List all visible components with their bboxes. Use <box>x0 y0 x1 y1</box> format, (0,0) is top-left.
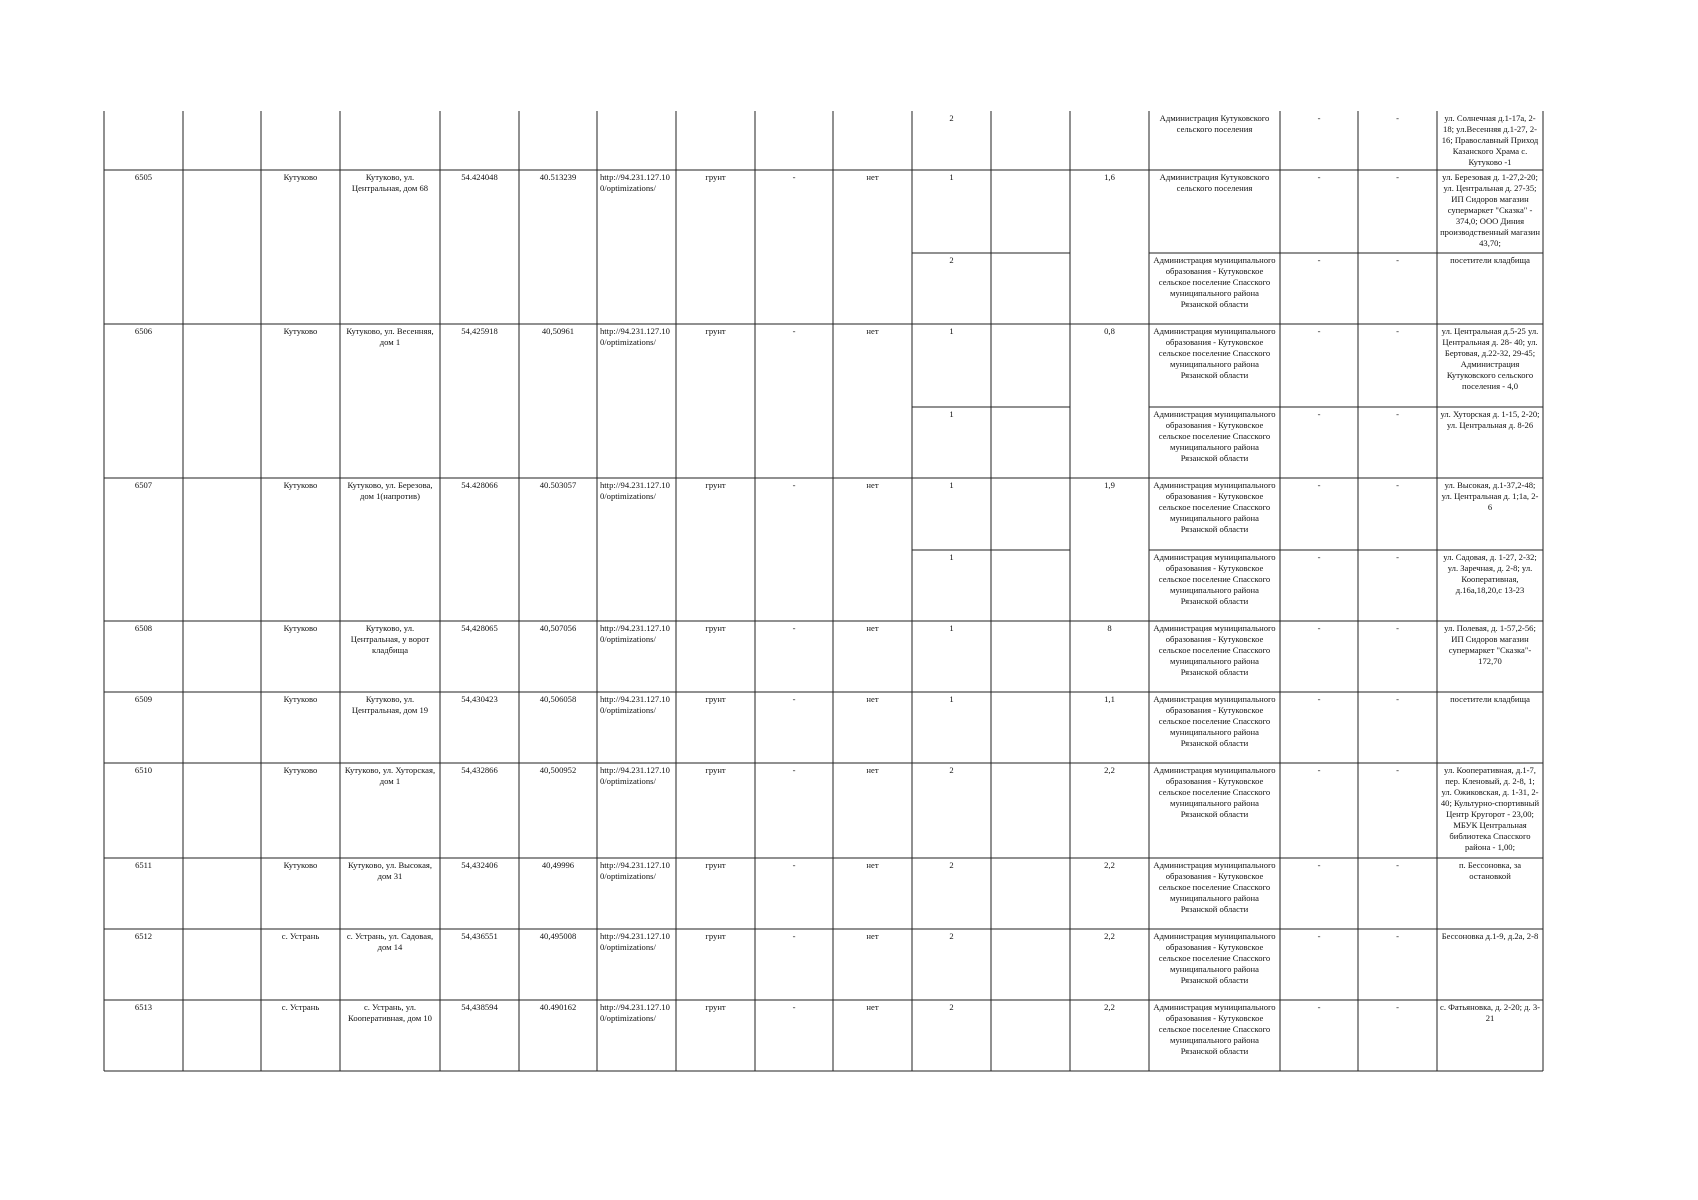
cell-count: 1 <box>949 409 954 419</box>
cell-count: 1 <box>949 480 954 490</box>
cell-col_a: - <box>1317 255 1321 265</box>
cell-shed: нет <box>866 326 879 336</box>
cell-owner: Администрация муниципального образования - Кутуковское сельское поселение Спасского муниципального района Рязанской области <box>1153 623 1276 677</box>
cell-count: 2 <box>949 765 954 775</box>
cell-lat: 54,430423 <box>461 694 498 704</box>
cell-volume: 0,8 <box>1104 326 1115 336</box>
cell-count: 1 <box>949 552 954 562</box>
cell-link: http://94.231.127.100/optimizations/ <box>600 694 670 715</box>
cell-lon: 40.513239 <box>539 172 577 182</box>
cell-sources: ул. Центральная д.5-25 ул. Центральная д. 28- 40; ул. Бертовая, д.22-32, 29-45; Администрация Кутуковского сельского поселения - 4,0 <box>1441 326 1539 391</box>
waste-sites-table <box>104 111 1543 1071</box>
cell-id: 6508 <box>134 623 153 633</box>
cell-address: Кутуково, ул. Березова, дом 1(напротив) <box>347 480 433 501</box>
cell-address: Кутуково, ул. Центральная, у ворот кладбища <box>350 623 430 655</box>
cell-settlement: Кутуково <box>283 860 318 870</box>
cell-volume: 8 <box>1107 623 1112 633</box>
cell-volume: 2,2 <box>1104 860 1115 870</box>
cell-count: 1 <box>949 326 954 336</box>
cell-fence: - <box>792 172 796 182</box>
cell-id: 6505 <box>134 172 153 182</box>
cell-lat: 54,436551 <box>461 931 498 941</box>
cell-col_a: - <box>1317 172 1321 182</box>
cell-settlement: Кутуково <box>283 172 318 182</box>
cell-surface: грунт <box>705 765 726 775</box>
cell-lon: 40.503057 <box>539 480 577 490</box>
cell-surface: грунт <box>705 694 726 704</box>
cell-col_a: - <box>1317 552 1321 562</box>
cell-owner: Администрация Кутуковского сельского поселения <box>1159 113 1270 134</box>
cell-settlement: Кутуково <box>283 765 318 775</box>
cell-shed: нет <box>866 623 879 633</box>
cell-surface: грунт <box>705 172 726 182</box>
cell-link: http://94.231.127.100/optimizations/ <box>600 326 670 347</box>
cell-owner: Администрация муниципального образования - Кутуковское сельское поселение Спасского муниципального района Рязанской области <box>1153 765 1276 819</box>
cell-col_a: - <box>1317 623 1321 633</box>
cell-col_b: - <box>1396 552 1399 562</box>
cell-link: http://94.231.127.100/optimizations/ <box>600 1002 670 1023</box>
cell-shed: нет <box>866 694 879 704</box>
cell-owner: Администрация муниципального образования - Кутуковское сельское поселение Спасского муниципального района Рязанской области <box>1153 1002 1276 1056</box>
cell-col_b: - <box>1396 255 1399 265</box>
cell-lon: 40,507056 <box>539 623 577 633</box>
cell-col_b: - <box>1396 1002 1399 1012</box>
cell-sources: ул. Березовая д. 1-27,2-20; ул. Центральная д. 27-35; ИП Сидоров магазин супермаркет "Сказка" - 374,0; ООО Диния производственный магазин 43,70; <box>1440 172 1540 248</box>
cell-volume: 2,2 <box>1104 1002 1115 1012</box>
cell-col_a: - <box>1317 113 1321 123</box>
cell-surface: грунт <box>705 480 726 490</box>
cell-link: http://94.231.127.100/optimizations/ <box>600 931 670 952</box>
cell-count: 2 <box>949 255 954 265</box>
cell-id: 6513 <box>134 1002 153 1012</box>
cell-col_b: - <box>1396 326 1399 336</box>
cell-lon: 40,506058 <box>539 694 577 704</box>
cell-settlement: Кутуково <box>283 694 318 704</box>
cell-settlement: с. Устрань <box>281 1002 320 1012</box>
cell-col_a: - <box>1317 1002 1321 1012</box>
cell-volume: 1,9 <box>1104 480 1115 490</box>
cell-id: 6506 <box>134 326 153 336</box>
cell-col_b: - <box>1396 860 1399 870</box>
cell-fence: - <box>792 694 796 704</box>
cell-col_b: - <box>1396 931 1399 941</box>
cell-shed: нет <box>866 931 879 941</box>
cell-count: 2 <box>949 931 954 941</box>
cell-fence: - <box>792 623 796 633</box>
cell-owner: Администрация муниципального образования - Кутуковское сельское поселение Спасского муниципального района Рязанской области <box>1153 931 1276 985</box>
cell-fence: - <box>792 480 796 490</box>
cell-lat: 54,432866 <box>461 765 498 775</box>
cell-owner: Администрация муниципального образования - Кутуковское сельское поселение Спасского муниципального района Рязанской области <box>1153 255 1276 309</box>
cell-volume: 1,6 <box>1104 172 1115 182</box>
cell-col_b: - <box>1396 409 1399 419</box>
cell-owner: Администрация муниципального образования - Кутуковское сельское поселение Спасского муниципального района Рязанской области <box>1153 552 1276 606</box>
cell-sources: ул. Хуторская д. 1-15, 2-20; ул. Центральная д. 8-26 <box>1440 409 1540 430</box>
cell-col_b: - <box>1396 623 1399 633</box>
cell-lon: 40,495008 <box>539 931 577 941</box>
cell-col_a: - <box>1317 326 1321 336</box>
cell-settlement: Кутуково <box>283 326 318 336</box>
cell-sources: посетители кладбища <box>1450 255 1530 265</box>
cell-link: http://94.231.127.100/optimizations/ <box>600 860 670 881</box>
cell-link: http://94.231.127.100/optimizations/ <box>600 765 670 786</box>
cell-owner: Администрация Кутуковского сельского поселения <box>1159 172 1270 193</box>
cell-col_a: - <box>1317 694 1321 704</box>
cell-col_a: - <box>1317 765 1321 775</box>
cell-col_b: - <box>1396 172 1399 182</box>
cell-count: 2 <box>949 1002 954 1012</box>
cell-lon: 40,50961 <box>541 326 575 336</box>
cell-count: 1 <box>949 623 954 633</box>
cell-sources: ул. Полевая, д. 1-57,2-56; ИП Сидоров магазин супермаркет "Сказка"- 172,70 <box>1444 623 1536 666</box>
cell-owner: Администрация муниципального образования - Кутуковское сельское поселение Спасского муниципального района Рязанской области <box>1153 694 1276 748</box>
cell-lon: 40,49996 <box>541 860 575 870</box>
cell-lat: 54.428066 <box>461 480 498 490</box>
cell-sources: ул. Солнечная д.1-17а, 2-18; ул.Весенняя д.1-27, 2-16; Православный Приход Казанского Храма с. Кутуково -1 <box>1441 113 1539 167</box>
cell-sources: посетители кладбища <box>1450 694 1530 704</box>
cell-id: 6512 <box>134 931 153 941</box>
cell-settlement: Кутуково <box>283 480 318 490</box>
cell-shed: нет <box>866 172 879 182</box>
cell-surface: грунт <box>705 326 726 336</box>
cell-lat: 54,425918 <box>461 326 498 336</box>
cell-fence: - <box>792 931 796 941</box>
cell-shed: нет <box>866 860 879 870</box>
cell-col_a: - <box>1317 409 1321 419</box>
cell-surface: грунт <box>705 931 726 941</box>
cell-col_a: - <box>1317 860 1321 870</box>
cell-sources: Бессоновка д.1-9, д.2а, 2-8 <box>1441 931 1539 941</box>
cell-settlement: с. Устрань <box>281 931 320 941</box>
cell-sources: п. Бессоновка, за остановкой <box>1458 860 1522 881</box>
cell-owner: Администрация муниципального образования - Кутуковское сельское поселение Спасского муниципального района Рязанской области <box>1153 326 1276 380</box>
cell-id: 6510 <box>134 765 153 775</box>
cell-address: Кутуково, ул. Высокая, дом 31 <box>347 860 433 881</box>
cell-volume: 2,2 <box>1104 765 1115 775</box>
cell-shed: нет <box>866 1002 879 1012</box>
cell-address: с. Устрань, ул. Садовая, дом 14 <box>346 931 434 952</box>
cell-shed: нет <box>866 765 879 775</box>
cell-id: 6511 <box>135 860 152 870</box>
cell-col_b: - <box>1396 765 1399 775</box>
cell-lon: 40.490162 <box>539 1002 577 1012</box>
cell-volume: 1,1 <box>1104 694 1115 704</box>
cell-volume: 2,2 <box>1104 931 1115 941</box>
cell-settlement: Кутуково <box>283 623 318 633</box>
cell-sources: с. Фатьяновка, д. 2-20; д. 3-21 <box>1440 1002 1541 1023</box>
cell-col_b: - <box>1396 113 1399 123</box>
cell-surface: грунт <box>705 623 726 633</box>
cell-sources: ул. Высокая, д.1-37,2-48; ул. Центральная д. 1;1а, 2-6 <box>1441 480 1539 512</box>
cell-address: Кутуково, ул. Центральная, дом 68 <box>351 172 429 193</box>
cell-sources: ул. Садовая, д. 1-27, 2-32; ул. Заречная, д. 2-8; ул. Кооперативная, д.16а,18,20,с 13-23 <box>1443 552 1537 595</box>
cell-lat: 54,438594 <box>461 1002 498 1012</box>
cell-owner: Администрация муниципального образования - Кутуковское сельское поселение Спасского муниципального района Рязанской области <box>1153 860 1276 914</box>
cell-surface: грунт <box>705 860 726 870</box>
cell-owner: Администрация муниципального образования - Кутуковское сельское поселение Спасского муниципального района Рязанской области <box>1153 409 1276 463</box>
cell-fence: - <box>792 326 796 336</box>
cell-col_b: - <box>1396 694 1399 704</box>
cell-id: 6507 <box>134 480 153 490</box>
cell-address: Кутуково, ул. Хуторская, дом 1 <box>344 765 436 786</box>
cell-shed: нет <box>866 480 879 490</box>
cell-address: с. Устрань, ул. Кооперативная, дом 10 <box>348 1002 432 1023</box>
cell-col_a: - <box>1317 480 1321 490</box>
cell-link: http://94.231.127.100/optimizations/ <box>600 480 670 501</box>
cell-id: 6509 <box>134 694 153 704</box>
cell-owner: Администрация муниципального образования - Кутуковское сельское поселение Спасского муниципального района Рязанской области <box>1153 480 1276 534</box>
cell-lon: 40,500952 <box>539 765 577 775</box>
cell-surface: грунт <box>705 1002 726 1012</box>
cell-fence: - <box>792 1002 796 1012</box>
cell-lat: 54,432406 <box>461 860 498 870</box>
cell-count: 1 <box>949 694 954 704</box>
cell-fence: - <box>792 765 796 775</box>
cell-address: Кутуково, ул. Центральная, дом 19 <box>351 694 429 715</box>
cell-lat: 54,428065 <box>461 623 498 633</box>
cell-count: 2 <box>949 113 954 123</box>
cell-link: http://94.231.127.100/optimizations/ <box>600 172 670 193</box>
cell-lat: 54.424048 <box>461 172 498 182</box>
cell-address: Кутуково, ул. Весенняя, дом 1 <box>346 326 434 347</box>
cell-count: 1 <box>949 172 954 182</box>
cell-count: 2 <box>949 860 954 870</box>
cell-link: http://94.231.127.100/optimizations/ <box>600 623 670 644</box>
cell-col_a: - <box>1317 931 1321 941</box>
cell-sources: ул. Кооперативная, д.1-7, пер. Кленовый, д. 2-8, 1; ул. Ожиковская, д. 1-31, 2-40; Культурно-спортивный Центр Кругорот - 23,00; МБУК Центральная библиотека Спасского района - 1,00; <box>1440 765 1540 852</box>
cell-col_b: - <box>1396 480 1399 490</box>
cell-fence: - <box>792 860 796 870</box>
